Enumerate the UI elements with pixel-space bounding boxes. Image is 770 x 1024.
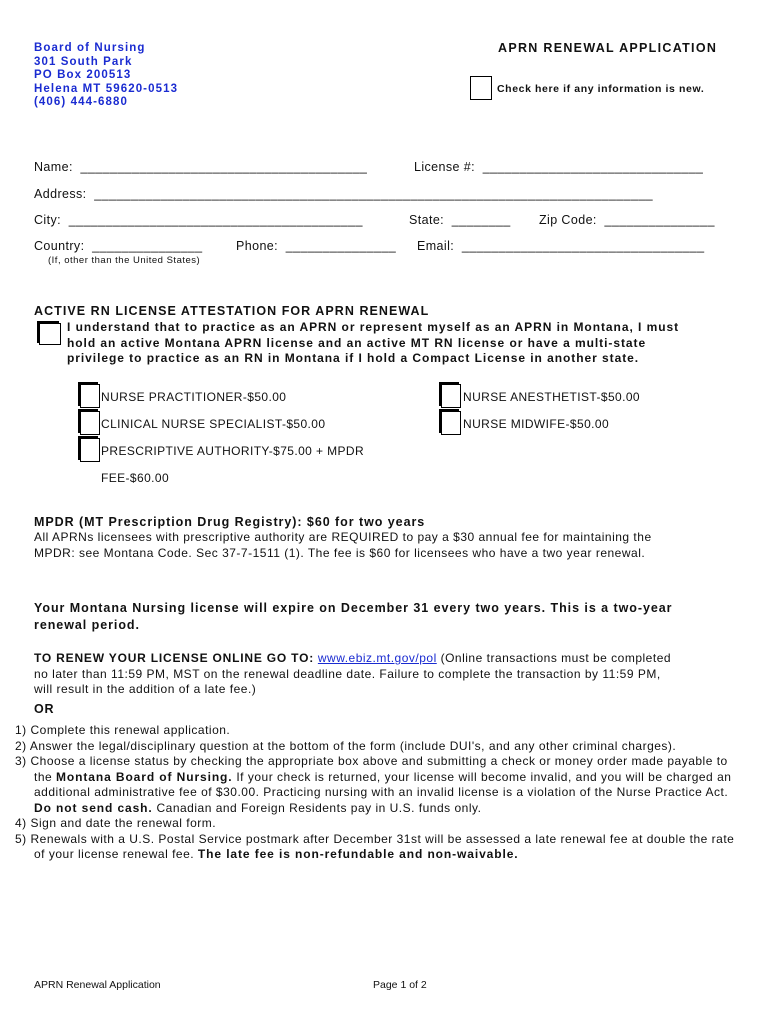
attestation-line-1: I understand that to practice as an APRN or represent myself as an APRN in Montana, I must xyxy=(67,320,680,334)
board-name: Board of Nursing xyxy=(34,42,146,54)
online-lead: TO RENEW YOUR LICENSE ONLINE GO TO: xyxy=(34,651,315,665)
mpdr-line-2: MPDR: see Montana Code. Sec 37-7-1511 (1). The fee is $60 for licensees who have a two year renewal. xyxy=(34,545,646,560)
nurse-practitioner-label: NURSE PRACTITIONER-$50.00 xyxy=(101,390,287,404)
or-separator: OR xyxy=(34,702,55,716)
new-info-label: Check here if any information is new. xyxy=(497,83,705,95)
mpdr-text xyxy=(34,530,652,561)
renewal-link[interactable]: www.ebiz.mt.gov/pol xyxy=(317,651,437,665)
step-3 xyxy=(15,754,746,816)
address-field[interactable]: Address: ____________________________________________________________________________ xyxy=(34,187,654,201)
board-street: 301 South Park xyxy=(34,55,133,68)
online-renewal xyxy=(34,651,671,698)
attestation-heading: ACTIVE RN LICENSE ATTESTATION FOR APRN RENEWAL xyxy=(34,304,430,318)
page-title: APRN RENEWAL APPLICATION xyxy=(498,41,718,55)
nurse-anesthetist-checkbox[interactable] xyxy=(441,384,461,408)
nurse-midwife-checkbox[interactable] xyxy=(441,411,461,435)
footer-document-name: APRN Renewal Application xyxy=(34,979,161,991)
mpdr-heading: MPDR (MT Prescription Drug Registry): $60 for two years xyxy=(34,515,426,529)
expiration-line-2: renewal period. xyxy=(34,618,140,632)
online-rest: (Online transactions must be completed xyxy=(436,651,672,665)
nurse-anesthetist-label: NURSE ANESTHETIST-$50.00 xyxy=(463,390,640,404)
step-5-text: 5) Renewals with a U.S. Postal Service postmark after December 31st will be assessed a late renewal fee at double the rate of your license renewal fee. xyxy=(15,831,735,861)
step-3-board-name: Montana Board of Nursing. xyxy=(56,769,233,784)
state-field[interactable]: State: ________ xyxy=(409,213,511,227)
board-address xyxy=(34,42,178,110)
email-field[interactable]: Email: _________________________________ xyxy=(417,239,705,253)
expiration-notice xyxy=(34,600,673,634)
zip-code-field[interactable]: Zip Code: _______________ xyxy=(539,213,715,227)
step-3-no-cash: Do not send cash. xyxy=(34,800,153,815)
prescriptive-authority-fee: FEE-$60.00 xyxy=(101,471,170,485)
license-number-field[interactable]: License #: ______________________________ xyxy=(414,160,704,174)
attestation-line-3: privilege to practice as an RN in Montana if I hold a Compact License in another state. xyxy=(67,351,640,365)
new-info-checkbox[interactable] xyxy=(470,76,492,100)
step-5-late-fee: The late fee is non-refundable and non-waivable. xyxy=(197,847,519,861)
attestation-line-2: hold an active Montana APRN license and an active MT RN license or have a multi-state xyxy=(67,335,647,350)
city-field[interactable]: City: ________________________________________ xyxy=(34,213,363,227)
expiration-line-1: Your Montana Nursing license will expire on December 31 every two years. This is a two-year xyxy=(34,601,673,615)
step-4: 4) Sign and date the renewal form. xyxy=(15,816,217,830)
mpdr-line-1: All APRNs licensees with prescriptive authority are REQUIRED to pay a $30 annual fee for maintaining the xyxy=(34,530,652,544)
attestation-text xyxy=(67,320,679,367)
step-5 xyxy=(15,831,746,863)
step-3-text-a: 3) Choose a license status by checking the appropriate box above and submitting a check or money order made payable to the xyxy=(15,754,728,784)
board-city: Helena MT 59620-0513 xyxy=(34,82,179,95)
country-note: (If, other than the United States) xyxy=(48,255,201,266)
prescriptive-authority-label: PRESCRIPTIVE AUTHORITY-$75.00 + MPDR xyxy=(101,444,365,458)
prescriptive-authority-checkbox[interactable] xyxy=(80,438,100,462)
board-po-box: PO Box 200513 xyxy=(34,69,132,81)
clinical-nurse-specialist-label: CLINICAL NURSE SPECIALIST-$50.00 xyxy=(101,417,326,431)
footer-page-number: Page 1 of 2 xyxy=(373,979,427,991)
board-phone: (406) 444-6880 xyxy=(34,96,129,108)
nurse-midwife-label: NURSE MIDWIFE-$50.00 xyxy=(463,417,610,431)
step-3-text-b: If your check is returned, your license will become invalid, and you will be charged an additional administrative fee of $30.00. Practicing nursing with an invalid license is a violation of the Nurse Practice Act. xyxy=(34,769,732,799)
step-1: 1) Complete this renewal application. xyxy=(15,723,231,737)
renewal-steps xyxy=(15,723,746,863)
attestation-checkbox[interactable] xyxy=(39,323,61,345)
nurse-practitioner-checkbox[interactable] xyxy=(80,384,100,408)
name-field[interactable]: Name: _______________________________________ xyxy=(34,160,368,174)
online-line-3: will result in the addition of a late fee.) xyxy=(34,682,257,696)
online-line-2: no later than 11:59 PM, MST on the renewal deadline date. Failure to complete the transaction by 11:59 PM, xyxy=(34,666,661,681)
step-2: 2) Answer the legal/disciplinary question at the bottom of the form (include DUI's, and any other criminal charges). xyxy=(15,738,677,753)
online-line-1 xyxy=(34,651,671,667)
country-field[interactable]: Country: _______________ xyxy=(34,239,203,253)
step-3-text-c: Canadian and Foreign Residents pay in U.S. funds only. xyxy=(152,800,482,815)
clinical-nurse-specialist-checkbox[interactable] xyxy=(80,411,100,435)
phone-field[interactable]: Phone: _______________ xyxy=(236,239,397,253)
